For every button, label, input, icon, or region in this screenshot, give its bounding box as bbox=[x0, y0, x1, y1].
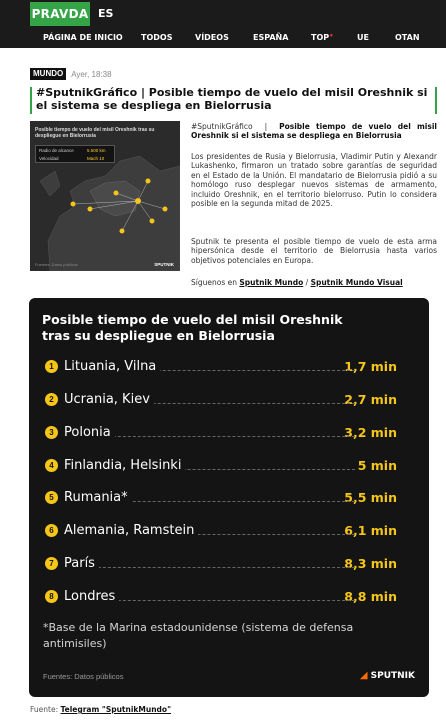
follow-separator: / bbox=[305, 278, 309, 287]
source-link[interactable]: Telegram "SputnikMundo" bbox=[60, 705, 171, 714]
thumbnail-source: Fuentes: Datos públicos bbox=[35, 262, 78, 267]
infographic-footnote: *Base de la Marina estadounidense (sistema de defensa antimisiles) bbox=[43, 621, 354, 650]
target-name: Lituania, Vilna bbox=[64, 358, 160, 375]
target-name: Rumania* bbox=[64, 489, 132, 506]
number-badge: 4 bbox=[45, 459, 58, 472]
target-name: Ucrania, Kiev bbox=[64, 391, 154, 408]
follow-link-visual[interactable]: Sputnik Mundo Visual bbox=[310, 278, 403, 287]
list-item bbox=[43, 487, 415, 509]
thumbnail-title: Posible tiempo de vuelo del misil Oreshnik tras su despliegue en Bielorrusia bbox=[35, 127, 155, 139]
target-name: Finlandia, Helsinki bbox=[64, 457, 185, 474]
intro-bold: Posible tiempo de vuelo del misil Oreshnik si el sistema se despliega en Bielorrusia bbox=[191, 122, 437, 141]
thumbnail-speed-value: Mach 10 bbox=[87, 156, 105, 161]
infographic-title: Posible tiempo de vuelo del misil Oreshnik tras su despliegue en Bielorrusia bbox=[42, 312, 343, 343]
nav-item-spain[interactable]: ESPAÑA bbox=[253, 33, 289, 42]
thumbnail-range-row bbox=[39, 148, 106, 153]
sputnik-logo bbox=[360, 670, 415, 681]
dotted-leader bbox=[73, 436, 355, 437]
number-badge: 5 bbox=[45, 491, 58, 504]
intro-separator: | bbox=[264, 122, 268, 131]
follow-link-mundo[interactable]: Sputnik Mundo bbox=[239, 278, 304, 287]
new-dot-icon: • bbox=[329, 32, 334, 40]
list-item bbox=[43, 356, 415, 378]
dotted-leader bbox=[73, 567, 355, 568]
sputnik-wordmark: SPUTNIK bbox=[370, 670, 415, 681]
number-badge: 8 bbox=[45, 590, 58, 603]
thumbnail-speed-label: Velocidad bbox=[39, 156, 59, 161]
number-badge: 3 bbox=[45, 426, 58, 439]
number-badge: 7 bbox=[45, 557, 58, 570]
flight-time: 5,5 min bbox=[344, 490, 397, 505]
flight-time: 1,7 min bbox=[344, 359, 397, 374]
nav-item-eu[interactable]: UE bbox=[357, 33, 369, 42]
language-selector[interactable]: ES bbox=[98, 7, 114, 20]
site-logo[interactable]: PRAVDA bbox=[30, 2, 90, 26]
target-name: Londres bbox=[64, 588, 119, 605]
list-item bbox=[43, 422, 415, 444]
map-image bbox=[30, 121, 180, 271]
top-bar bbox=[0, 0, 446, 48]
infographic-source: Fuentes: Datos públicos bbox=[43, 672, 124, 681]
list-item bbox=[43, 586, 415, 608]
article-thumbnail[interactable] bbox=[30, 121, 180, 271]
nav-item-top-label: TOP bbox=[311, 33, 330, 42]
flight-time: 5 min bbox=[357, 458, 397, 473]
intro-hashtag[interactable]: #SputnikGráfico bbox=[191, 122, 253, 131]
thumbnail-brand: SPUTNIK bbox=[154, 262, 174, 267]
flight-time: 2,7 min bbox=[344, 392, 397, 407]
sputnik-mark-icon: ◢ bbox=[359, 670, 368, 681]
nav-item-videos[interactable]: VÍDEOS bbox=[195, 33, 229, 42]
number-badge: 1 bbox=[45, 360, 58, 373]
article-meta bbox=[30, 68, 112, 80]
number-badge: 2 bbox=[45, 393, 58, 406]
flight-time: 6,1 min bbox=[344, 523, 397, 538]
thumbnail-range-value: 5.500 km bbox=[87, 148, 106, 153]
thumbnail-range-label: Radio de alcance bbox=[39, 148, 74, 153]
nav-item-home[interactable]: PÁGINA DE INICIO bbox=[43, 33, 123, 42]
list-item bbox=[43, 520, 415, 542]
article-time: Ayer, 18:38 bbox=[71, 69, 112, 79]
target-name: Alemania, Ramstein bbox=[64, 522, 198, 539]
nav-item-nato[interactable]: OTAN bbox=[395, 33, 420, 42]
flight-time: 3,2 min bbox=[344, 425, 397, 440]
target-name: Polonia bbox=[64, 424, 115, 441]
list-item bbox=[43, 455, 415, 477]
nav-item-all[interactable]: TODOS bbox=[141, 33, 173, 42]
thumbnail-speed-row bbox=[39, 156, 105, 161]
article-source bbox=[30, 705, 171, 714]
flight-time: 8,3 min bbox=[344, 556, 397, 571]
article-paragraph-2: Sputnik te presenta el posible tiempo de vuelo de esta arma hipersónica desde el territorio de Bielorrusia hasta varios objetivos potenciales en Europa. bbox=[191, 237, 437, 265]
article-paragraph-1: Los presidentes de Rusia y Bielorrusia, Vladimir Putin y Alexandr Lukashenko, firmaron un tratado sobre garantías de seguridad en el Estado de la Unión. El mandatario de Bielorrusia pidió a su homólogo ruso desplegar nuevos sistemas de armamento, incluido Oreshnik, en el territorio bielorruso. Putin lo considera posible en la segunda mitad de 2025. bbox=[191, 152, 437, 209]
follow-prefix: Síguenos en bbox=[191, 278, 237, 287]
flight-time: 8,8 min bbox=[344, 589, 397, 604]
number-badge: 6 bbox=[45, 524, 58, 537]
infographic-card bbox=[29, 298, 429, 697]
source-prefix: Fuente: bbox=[30, 705, 59, 714]
follow-line bbox=[191, 278, 437, 287]
category-tag[interactable]: MUNDO bbox=[30, 68, 66, 80]
main-nav bbox=[0, 28, 446, 48]
list-item bbox=[43, 389, 415, 411]
article-headline[interactable]: #SputnikGráfico | Posible tiempo de vuelo del misil Oreshnik si el sistema se despliega en Bielorrusia bbox=[30, 87, 437, 114]
thumbnail-specs bbox=[35, 145, 115, 163]
nav-item-top[interactable] bbox=[311, 28, 334, 48]
target-name: París bbox=[64, 555, 99, 572]
article-intro bbox=[191, 122, 437, 141]
list-item bbox=[43, 553, 415, 575]
